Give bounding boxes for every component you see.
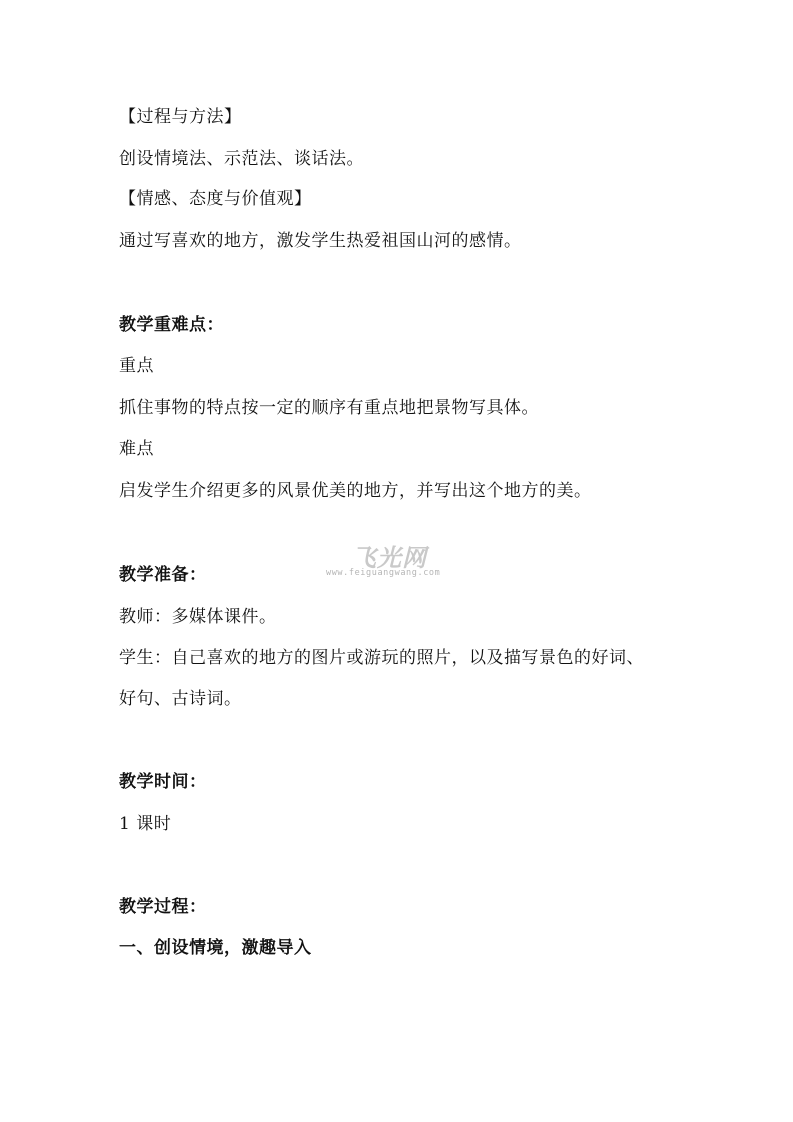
key-point-text: 抓住事物的特点按一定的顺序有重点地把景物写具体。 xyxy=(119,398,539,418)
emotion-heading: 【情感、态度与价值观】 xyxy=(119,189,312,209)
key-point-label: 重点 xyxy=(119,356,154,376)
prep-heading: 教学准备： xyxy=(119,565,207,585)
prep-teacher: 教师：多媒体课件。 xyxy=(119,607,277,627)
time-heading: 教学时间： xyxy=(119,772,207,792)
difficult-text: 启发学生介绍更多的风景优美的地方，并写出这个地方的美。 xyxy=(119,481,592,501)
process-method-text: 创设情境法、示范法、谈话法。 xyxy=(119,149,364,169)
time-text: 1 课时 xyxy=(119,814,172,834)
prep-student-line-1: 学生：自己喜欢的地方的图片或游玩的照片，以及描写景色的好词、 xyxy=(119,648,644,668)
emotion-text: 通过写喜欢的地方，激发学生热爱祖国山河的感情。 xyxy=(119,231,522,251)
process-method-heading: 【过程与方法】 xyxy=(119,107,242,127)
process-heading: 教学过程： xyxy=(119,897,207,917)
step-one-heading: 一、创设情境，激趣导入 xyxy=(119,938,312,958)
watermark xyxy=(326,538,462,584)
watermark-url: www.feiguangwang.com xyxy=(326,568,441,578)
prep-student-line-2: 好句、古诗词。 xyxy=(119,689,242,709)
watermark-logo: 飞光网 xyxy=(352,544,427,572)
difficult-label: 难点 xyxy=(119,439,154,459)
key-difficult-heading: 教学重难点： xyxy=(119,315,224,335)
